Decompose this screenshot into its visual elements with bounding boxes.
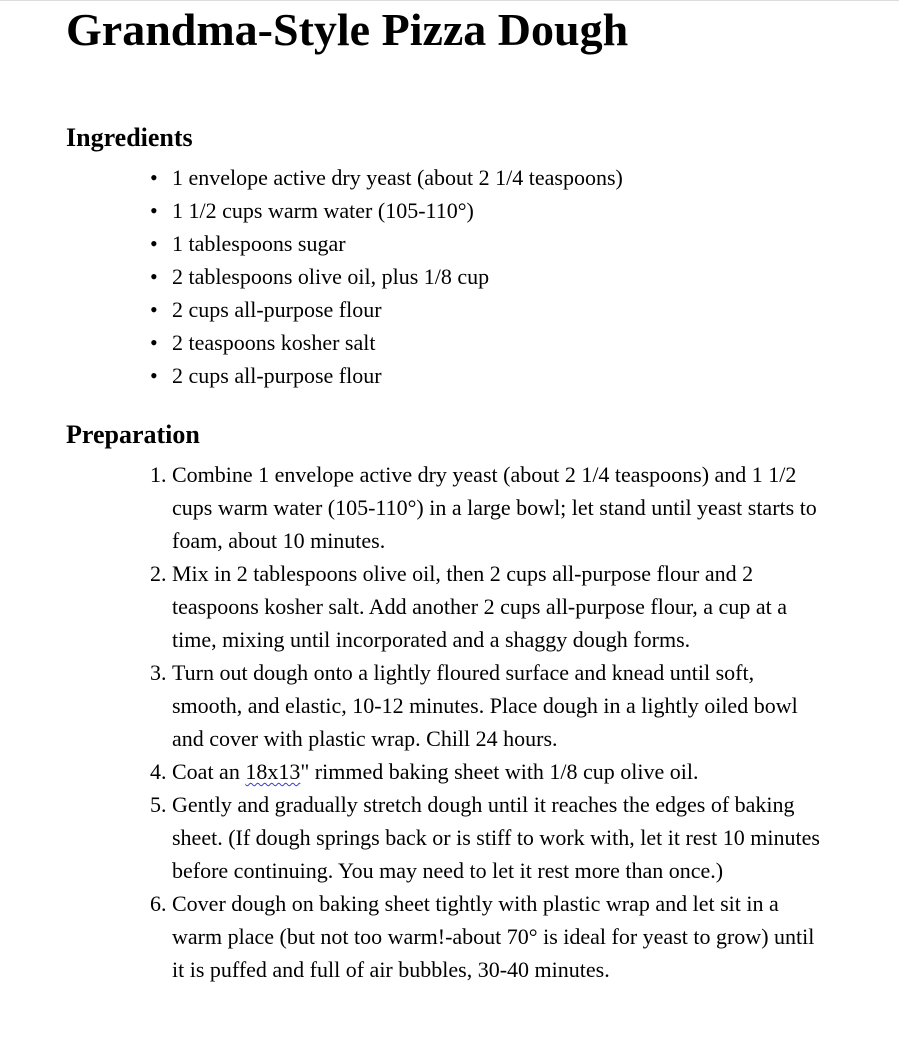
ingredients-list xyxy=(150,161,623,392)
bullet-icon: • xyxy=(150,198,158,223)
step-text: Combine 1 envelope active dry yeast (about 2 1/4 teaspoons) and 1 1/2 cups warm water (105-110°) in a large bowl; let stand until yeast starts to foam, about 10 minutes. xyxy=(172,462,817,553)
step-item xyxy=(150,788,820,887)
step-text: Cover dough on baking sheet tightly with plastic wrap and let sit in a warm place (but not too warm!-about 70° is ideal for yeast to grow) until it is puffed and full of air bubbles, 30-40 minutes. xyxy=(172,891,815,982)
step-number: 4. xyxy=(150,759,167,784)
bullet-icon: • xyxy=(150,363,158,388)
bullet-icon: • xyxy=(150,165,158,190)
step-text-before: Coat an xyxy=(172,759,246,784)
step-item xyxy=(150,557,820,656)
step-item xyxy=(150,656,820,755)
step-number: 2. xyxy=(150,561,167,586)
step-text-after: " rimmed baking sheet with 1/8 cup olive oil. xyxy=(300,759,699,784)
step-number: 6. xyxy=(150,891,167,916)
ingredient-item: • 2 cups all-purpose flour xyxy=(150,293,623,326)
top-border xyxy=(0,0,899,1)
step-number: 5. xyxy=(150,792,167,817)
step-number: 3. xyxy=(150,660,167,685)
step-item xyxy=(150,755,820,788)
ingredient-item: • 2 cups all-purpose flour xyxy=(150,359,623,392)
step-text: Turn out dough onto a lightly floured surface and knead until soft, smooth, and elastic, 10-12 minutes. Place dough in a lightly oiled bowl and cover with plastic wrap. Chill 24 hours. xyxy=(172,660,798,751)
step-item xyxy=(150,887,820,986)
step-number: 1. xyxy=(150,462,167,487)
preparation-heading: Preparation xyxy=(66,420,200,449)
bullet-icon: • xyxy=(150,330,158,355)
document-title: Grandma-Style Pizza Dough xyxy=(66,4,629,55)
bullet-icon: • xyxy=(150,231,158,256)
step-item xyxy=(150,458,820,557)
preparation-steps xyxy=(150,458,820,986)
ingredient-item: • 1 1/2 cups warm water (105-110°) xyxy=(150,194,623,227)
bullet-icon: • xyxy=(150,264,158,289)
ingredient-item: • 1 tablespoons sugar xyxy=(150,227,623,260)
step-text: Mix in 2 tablespoons olive oil, then 2 cups all-purpose flour and 2 teaspoons kosher salt. Add another 2 cups all-purpose flour, a cup at a time, mixing until incorporated and a shaggy dough forms. xyxy=(172,561,787,652)
step-text: Gently and gradually stretch dough until it reaches the edges of baking sheet. (If dough springs back or is stiff to work with, let it rest 10 minutes before continuing. You may need to let it rest more than once.) xyxy=(172,792,820,883)
ingredients-heading: Ingredients xyxy=(66,123,193,152)
ingredient-item: • 2 tablespoons olive oil, plus 1/8 cup xyxy=(150,260,623,293)
ingredient-item: • 2 teaspoons kosher salt xyxy=(150,326,623,359)
spellcheck-flagged-word[interactable]: 18x13 xyxy=(245,759,301,784)
bullet-icon: • xyxy=(150,297,158,322)
ingredient-item: • 1 envelope active dry yeast (about 2 1/4 teaspoons) xyxy=(150,161,623,194)
